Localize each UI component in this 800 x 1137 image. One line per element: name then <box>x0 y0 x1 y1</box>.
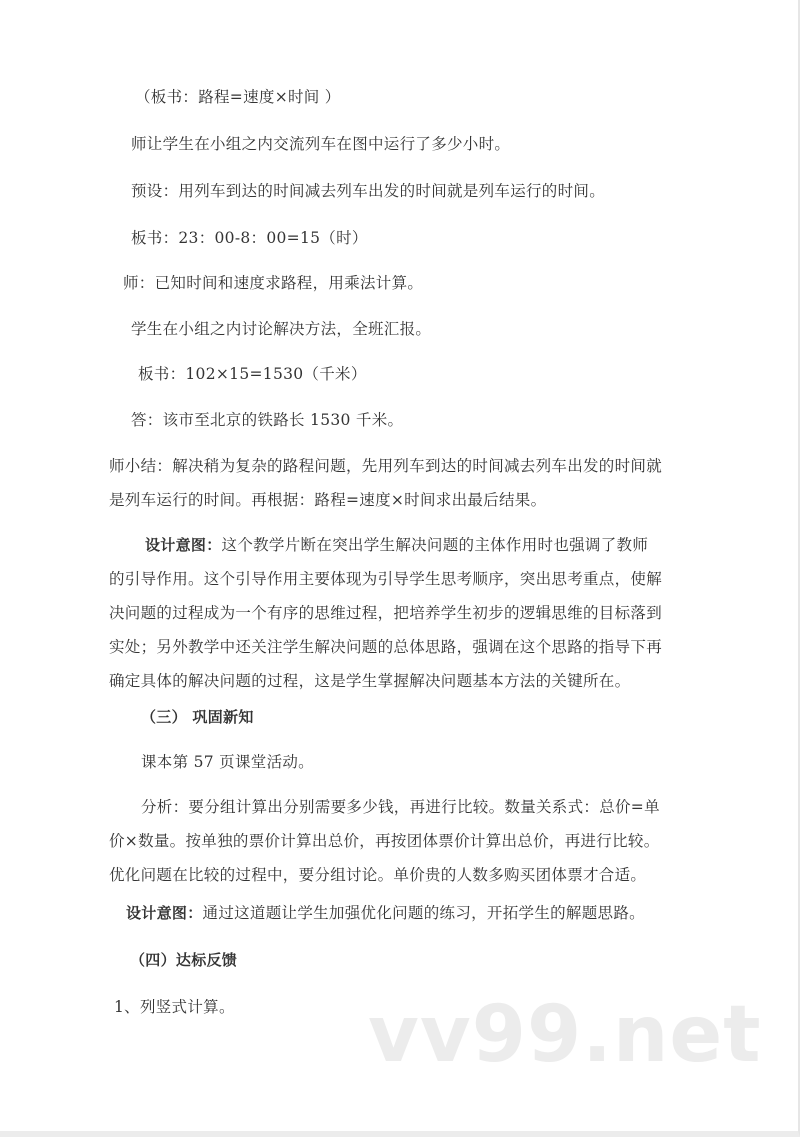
design-intent-1-first-line <box>145 535 648 555</box>
section-3-activity: 课本第 57 页课堂活动。 <box>141 753 314 771</box>
design-intent-1-line: 的引导作用。这个引导作用主要体现为引导学生思考顺序，突出思考重点，使解 <box>109 570 663 588</box>
design-intent-1-line: 实处；另外教学中还关注学生解决问题的总体思路，强调在这个思路的指导下再 <box>109 638 663 656</box>
analysis-line: 分析：要分组计算出分别需要多少钱，再进行比较。数量关系式：总价=单 <box>141 798 660 816</box>
design-intent-text: 这个教学片断在突出学生解决问题的主体作用时也强调了教师 <box>221 536 649 554</box>
text-line: 师：已知时间和速度求路程，用乘法计算。 <box>123 274 424 292</box>
watermark: vv99.net <box>368 990 762 1080</box>
design-intent-text: 通过这道题让学生加强优化问题的练习，开拓学生的解题思路。 <box>202 904 645 922</box>
board-note-formula: （板书：路程=速度×时间 ） <box>135 88 341 106</box>
board-note-calc: 板书：102×15=1530（千米） <box>138 365 367 383</box>
design-intent-1-line: 确定具体的解决问题的过程，这是学生掌握解决问题基本方法的关键所在。 <box>109 672 631 690</box>
section-4-heading: （四）达标反馈 <box>130 951 238 969</box>
analysis-line: 优化问题在比较的过程中，要分组讨论。单价贵的人数多购买团体票才合适。 <box>109 866 647 884</box>
text-line: 学生在小组之内讨论解决方法，全班汇报。 <box>131 320 432 338</box>
section-4-item-1: 1、列竖式计算。 <box>114 998 235 1016</box>
analysis-line: 价×数量。按单独的票价计算出总价，再按团体票价计算出总价，再进行比较。 <box>109 832 660 850</box>
section-3-heading: （三） 巩固新知 <box>141 708 254 726</box>
text-line: 预设：用列车到达的时间减去列车出发的时间就是列车运行的时间。 <box>131 182 606 200</box>
text-line: 师让学生在小组之内交流列车在图中运行了多少小时。 <box>131 135 511 153</box>
teacher-summary-line-2: 是列车运行的时间。再根据：路程=速度×时间求出最后结果。 <box>109 491 547 509</box>
design-intent-label: 设计意图： <box>126 904 203 922</box>
design-intent-label: 设计意图： <box>145 536 222 554</box>
board-note-time: 板书：23：00-8：00=15（时） <box>131 229 368 247</box>
answer-line: 答：该市至北京的铁路长 1530 千米。 <box>131 411 404 429</box>
design-intent-2 <box>126 903 645 923</box>
teacher-summary-line-1: 师小结：解决稍为复杂的路程问题，先用列车到达的时间减去列车出发的时间就 <box>109 457 663 475</box>
design-intent-1-line: 决问题的过程成为一个有序的思维过程，把培养学生初步的逻辑思维的目标落到 <box>109 604 663 622</box>
